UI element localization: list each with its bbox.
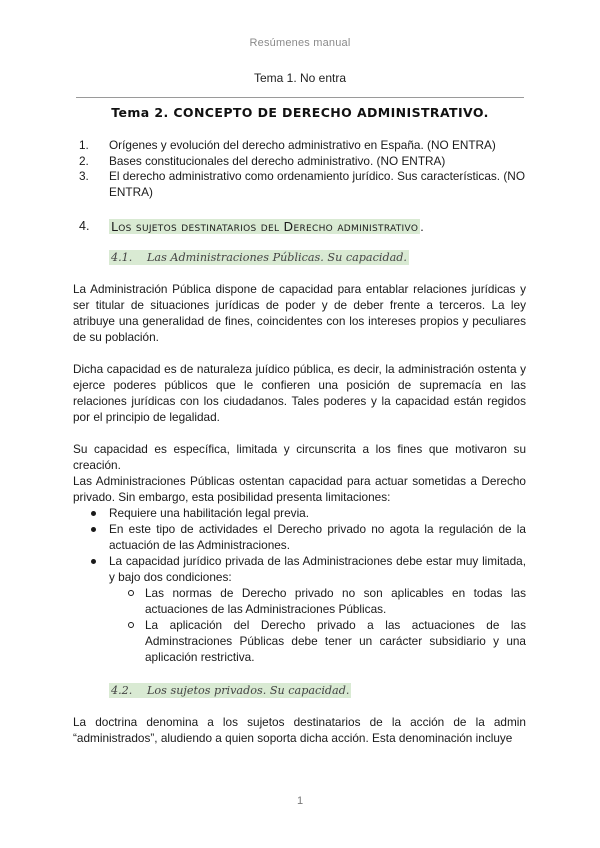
section-number: 4. (79, 219, 90, 233)
page-number: 1 (296, 795, 304, 807)
list-text: El derecho administrativo como ordenamiento jurídico. Sus características. (NO ENTRA) (109, 169, 525, 199)
bullet-item: En este tipo de actividades el Derecho privado no agota la regulación de la actuación de las Administraciones. (73, 521, 526, 553)
list-number: 1. (79, 138, 89, 152)
subsection-4-1-heading (109, 250, 409, 265)
bullet-item: Requiere una habilitación legal previa. (73, 505, 526, 521)
list-text: Orígenes y evolución del derecho administrativo en España. (NO ENTRA) (109, 138, 496, 152)
sub-bullet-item: Las normas de Derecho privado no son aplicables en todas las actuaciones de las Administraciones Públicas. (73, 585, 526, 617)
subsection-title: Los sujetos privados. Su capacidad. (147, 684, 350, 697)
section-title-period: . (420, 220, 424, 234)
list-number: 3. (79, 169, 89, 183)
running-header: Resúmenes manual (249, 37, 351, 49)
paragraph: Dicha capacidad es de naturaleza juídico pública, es decir, la administración ostenta y ejerce poderes públicos que le confieren una posición de supremacía en las relaciones jurídicas con los ciudadanos. Tales poderes y la capacidad están regidos por el principio de legalidad. (73, 362, 526, 424)
document-title: Tema 2. CONCEPTO DE DERECHO ADMINISTRATIVO. (111, 105, 489, 120)
sub-bullet-item: La aplicación del Derecho privado a las actuaciones de las Adminstraciones Públicas debe tener un carácter subsidiario y una aplicación restrictiva. (73, 617, 526, 665)
header-rule (76, 97, 524, 98)
list-item (79, 169, 525, 200)
list-item (79, 154, 525, 170)
list-number: 2. (79, 153, 89, 168)
paragraph: La Administración Pública dispone de capacidad para entablar relaciones jurídicas y ser titular de situaciones jurídicas de poder y de deber frente a terceros. La ley atribuye una generalidad de fines, coincidentes con los intereses propios y peculiares de su población. (73, 282, 526, 344)
subsection-number: 4.2. (111, 684, 133, 697)
list-text: Bases constitucionales del derecho administrativo. (NO ENTRA) (109, 153, 446, 168)
bullet-item: La capacidad jurídico privada de las Administraciones debe estar muy limitada, y bajo dos condiciones: (73, 553, 526, 585)
list-item (79, 138, 525, 154)
subsection-number: 4.1. (111, 251, 133, 264)
body-text-block (73, 281, 526, 665)
subsection-4-2-heading (109, 683, 351, 698)
section-4-heading (79, 218, 525, 236)
subtitle: Tema 1. No entra (253, 71, 347, 85)
topic-list (79, 138, 525, 200)
section-title: Los sujetos destinatarios del Derecho administrativo (111, 219, 419, 234)
paragraph: La doctrina denomina a los sujetos destinatarios de la acción de la admin “administrados”, aludiendo a quien soporta dicha acción. Esta denominación incluye (73, 715, 526, 745)
paragraph: Su capacidad es específica, limitada y circunscrita a los fines que motivaron su creación. (73, 442, 526, 472)
paragraph: Las Administraciones Públicas ostentan capacidad para actuar sometidas a Derecho privado. Sin embargo, esta posibilidad presenta limitaciones: (73, 474, 526, 504)
body-text-block-2 (73, 714, 526, 746)
subsection-title: Las Administraciones Públicas. Su capacidad. (147, 251, 407, 264)
